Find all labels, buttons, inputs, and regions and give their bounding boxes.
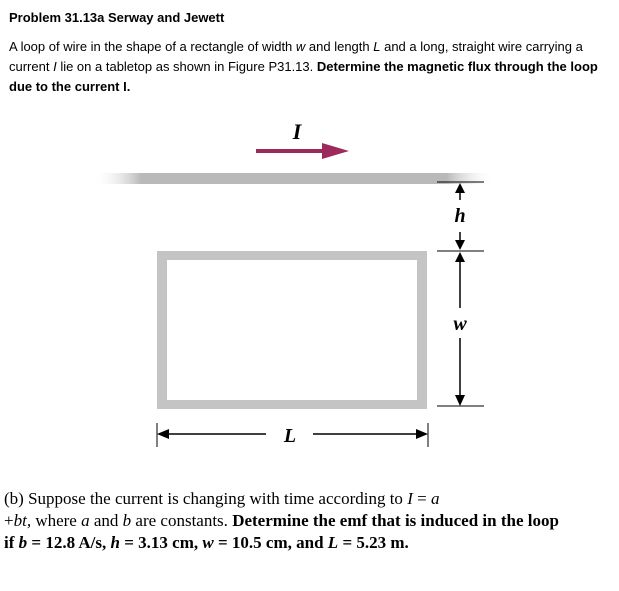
intro-question: Determine the magnetic flux through the loop due to the current I.: [9, 59, 598, 94]
partb-text-where: where: [31, 511, 82, 530]
straight-wire: [93, 173, 495, 184]
partb-q-text-1: Determine the emf that is induced in the loop if: [4, 511, 559, 552]
L-label: L: [283, 425, 297, 447]
intro-text-1: A loop of wire in the shape of a rectangle of width: [9, 39, 296, 54]
partb-eq: =: [412, 489, 431, 508]
partb-q-var-w: w: [202, 533, 214, 552]
intro-text-4: lie on a tabletop as shown in Figure P31.13.: [56, 59, 317, 74]
h-label: h: [454, 205, 466, 227]
partb-q-text-3: = 3.13 cm,: [119, 533, 203, 552]
partb-q-text-4: = 10.5 cm, and: [213, 533, 328, 552]
partb-q-var-b: b: [18, 533, 28, 552]
partb-var-a: a: [430, 489, 440, 508]
current-arrow-icon: [256, 143, 349, 159]
intro-var-w: w: [295, 39, 306, 54]
partb-var-bt: bt,: [13, 511, 32, 530]
part-b-text: [4, 488, 564, 554]
partb-var-b: b: [122, 511, 132, 530]
partb-plus: +: [4, 511, 14, 530]
problem-title: Problem 31.13a Serway and Jewett: [9, 10, 225, 25]
partb-q-text-5: = 5.23 m.: [338, 533, 409, 552]
partb-q-var-L: L: [327, 533, 339, 552]
current-label: I: [292, 119, 302, 144]
wire-loop-inner: [167, 260, 417, 400]
partb-var-a2: a: [81, 511, 90, 530]
partb-var-I: I: [407, 489, 413, 508]
intro-var-I: I: [53, 59, 57, 74]
intro-text-2: and length: [305, 39, 374, 54]
partb-text-and: and: [89, 511, 123, 530]
partb-text-1: (b) Suppose the current is changing with time according to: [4, 489, 408, 508]
intro-var-L: L: [373, 39, 381, 54]
partb-q-text-2: = 12.8 A/s,: [27, 533, 111, 552]
partb-text-constants: are constants.: [131, 511, 233, 530]
intro-text-3: and a long, straight wire carrying a current: [9, 39, 583, 74]
w-label: w: [453, 313, 467, 335]
partb-q-var-h: h: [110, 533, 120, 552]
